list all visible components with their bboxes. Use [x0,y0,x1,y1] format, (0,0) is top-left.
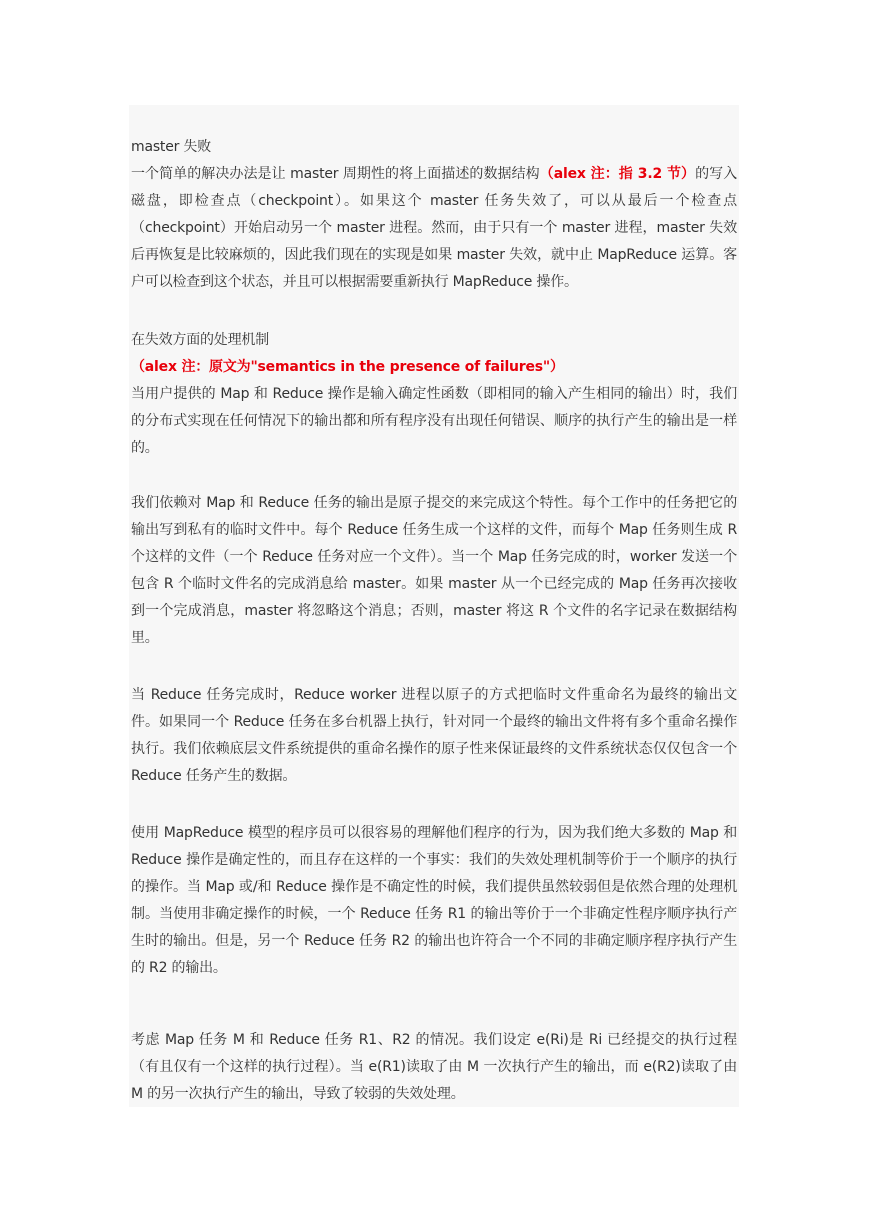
checkpoint-text-after: 的写入磁盘，即检查点（checkpoint）。如果这个 master 任务失效了，可以从最后一个检查点（checkpoint）开始启动另一个 master 进程。然而，由于只有一个 master 进程，master 失效后再恢复是比较麻烦的，因此我们现在的实现是如果 master 失效，就中止 MapReduce 运算。客户可以检查到这个状态，并且可以根据需要重新执行 MapReduce 操作。 [131,166,738,290]
semantics-section [131,327,737,462]
heading-semantics: 在失效方面的处理机制 [131,332,269,348]
checkpoint-text-before: 一个简单的解决办法是让 master 周期性的将上面描述的数据结构 [131,166,540,182]
alex-note-section: （alex 注：指 3.2 节） [539,166,696,182]
heading-master-failure: master 失败 [131,139,212,155]
atomic-commit-paragraph: 我们依赖对 Map 和 Reduce 任务的输出是原子提交的来完成这个特性。每个工作中的任务把它的输出写到私有的临时文件中。每个 Reduce 任务生成一个这样的文件，而每个 Map 任务则生成 R 个这样的文件（一个 Reduce 任务对应一个文件）。当一个 Map 任务完成的时，worker 发送一个包含 R 个临时文件名的完成消息给 master。如果 master 从一个已经完成的 Map 任务再次接收到一个完成消息，master 将忽略这个消息；否则，master 将这 R 个文件的名字记录在数据结构里。 [131,495,737,646]
master-failure-section [131,134,737,296]
checkpoint-paragraph [131,161,737,296]
nondeterministic-paragraph: 使用 MapReduce 模型的程序员可以很容易的理解他们程序的行为，因为我们绝大多数的 Map 和 Reduce 操作是确定性的，而且存在这样的一个事实：我们的失效处理机制等价于一个顺序的执行的操作。当 Map 或/和 Reduce 操作是不确定性的时候，我们提供虽然较弱但是依然合理的处理机制。当使用非确定操作的时候，一个 Reduce 任务 R1 的输出等价于一个非确定性程序顺序执行产生时的输出。但是，另一个 Reduce 任务 R2 的输出也许符合一个不同的非确定顺序程序执行产生的 R2 的输出。 [131,825,737,976]
weak-semantics-paragraph: 考虑 Map 任务 M 和 Reduce 任务 R1、R2 的情况。我们设定 e(Ri)是 Ri 已经提交的执行过程（有且仅有一个这样的执行过程）。当 e(R1)读取了由 M 一次执行产生的输出，而 e(R2)读取了由 M 的另一次执行产生的输出，导致了较弱的失效处理。 [131,1032,737,1102]
alex-note-semantics: （alex 注：原文为"semantics in the presence of failures"） [131,359,564,375]
determinism-paragraph: 当用户提供的 Map 和 Reduce 操作是输入确定性函数（即相同的输入产生相同的输出）时，我们的分布式实现在任何情况下的输出都和所有程序没有出现任何错误、顺序的执行产生的输出是一样的。 [131,386,737,456]
rename-paragraph: 当 Reduce 任务完成时，Reduce worker 进程以原子的方式把临时文件重命名为最终的输出文件。如果同一个 Reduce 任务在多台机器上执行，针对同一个最终的输出文件将有多个重命名操作执行。我们依赖底层文件系统提供的重命名操作的原子性来保证最终的文件系统状态仅仅包含一个 Reduce 任务产生的数据。 [131,687,737,784]
